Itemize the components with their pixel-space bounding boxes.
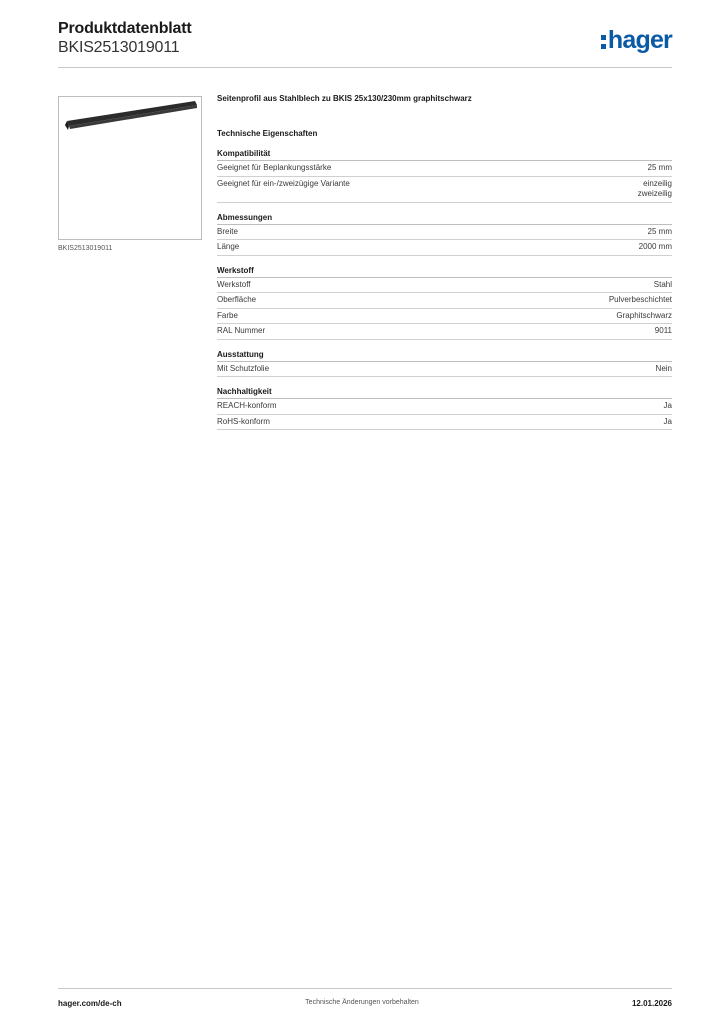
spec-value xyxy=(609,295,672,306)
spec-value-line: 25 mm xyxy=(647,226,672,236)
spec-value xyxy=(664,417,672,428)
footer-divider xyxy=(58,988,672,989)
footer-date: 12.01.2026 xyxy=(631,999,672,1008)
steel-profile-icon xyxy=(59,97,201,239)
spec-value xyxy=(648,163,672,174)
spec-value-line: zweizeilig xyxy=(637,189,672,198)
spec-row xyxy=(217,278,672,294)
spec-row xyxy=(217,324,672,340)
spec-value xyxy=(648,227,672,238)
spec-section xyxy=(217,149,672,203)
section-title: Ausstattung xyxy=(217,350,672,362)
spec-value-line: Pulverbeschichtet xyxy=(608,295,672,304)
spec-section xyxy=(217,350,672,378)
section-title: Kompatibilität xyxy=(217,149,672,161)
spec-row xyxy=(217,225,672,241)
spec-row xyxy=(217,415,672,431)
spec-value-line: 9011 xyxy=(654,326,672,335)
product-description: Seitenprofil aus Stahlblech zu BKIS 25x130/230mm graphitschwarz xyxy=(217,94,472,103)
spec-section xyxy=(217,213,672,256)
spec-content xyxy=(217,94,672,430)
spec-label: Geeignet für Beplankungsstärke xyxy=(217,163,332,172)
spec-label: Oberfläche xyxy=(217,295,257,304)
footer-url[interactable]: hager.com/de-ch xyxy=(58,999,122,1008)
spec-value-line: Graphitschwarz xyxy=(616,310,672,320)
spec-label: Länge xyxy=(217,242,240,251)
logo-dots-icon xyxy=(601,33,606,49)
spec-row xyxy=(217,362,672,378)
spec-value-line: Stahl xyxy=(653,279,672,289)
tech-properties-heading: Technische Eigenschaften xyxy=(217,129,318,138)
spec-row xyxy=(217,177,672,203)
spec-row xyxy=(217,240,672,256)
hager-logo xyxy=(601,28,672,53)
spec-label: Werkstoff xyxy=(217,279,251,289)
spec-value xyxy=(654,280,672,291)
spec-value xyxy=(616,311,672,322)
spec-value-line: 2000 mm xyxy=(638,242,672,251)
logo-text: hager xyxy=(607,26,672,54)
spec-label: Farbe xyxy=(217,310,238,320)
spec-row xyxy=(217,399,672,415)
product-image xyxy=(58,96,202,240)
spec-value xyxy=(639,242,672,253)
image-caption: BKIS2513019011 xyxy=(58,245,113,252)
spec-value xyxy=(664,401,672,412)
spec-value xyxy=(655,326,672,337)
spec-label: Mit Schutzfolie xyxy=(217,363,270,373)
spec-value-line: 25 mm xyxy=(647,163,672,172)
spec-label: Geeignet für ein-/zweizügige Variante xyxy=(217,178,350,188)
spec-value-line: Ja xyxy=(663,401,672,410)
spec-section xyxy=(217,266,672,340)
spec-label: Breite xyxy=(217,226,238,236)
spec-label: RAL Nummer xyxy=(217,326,266,335)
header-divider xyxy=(58,67,672,68)
section-title: Abmessungen xyxy=(217,213,672,225)
section-title: Nachhaltigkeit xyxy=(217,387,672,399)
spec-label: REACH-konform xyxy=(217,401,277,410)
page-title: Produktdatenblatt xyxy=(58,20,192,37)
spec-value-line: Ja xyxy=(663,416,672,426)
spec-sections xyxy=(217,149,672,430)
spec-value-line: Nein xyxy=(655,363,672,373)
product-code: BKIS2513019011 xyxy=(58,39,180,56)
spec-row xyxy=(217,161,672,177)
spec-row xyxy=(217,293,672,309)
spec-row xyxy=(217,309,672,325)
spec-value-line: einzeilig xyxy=(643,178,672,188)
spec-value xyxy=(638,179,672,200)
spec-label: RoHS-konform xyxy=(217,416,270,426)
footer-note: Technische Änderungen vorbehalten xyxy=(305,999,419,1006)
spec-value xyxy=(656,364,672,375)
spec-section xyxy=(217,387,672,430)
section-title: Werkstoff xyxy=(217,266,672,278)
